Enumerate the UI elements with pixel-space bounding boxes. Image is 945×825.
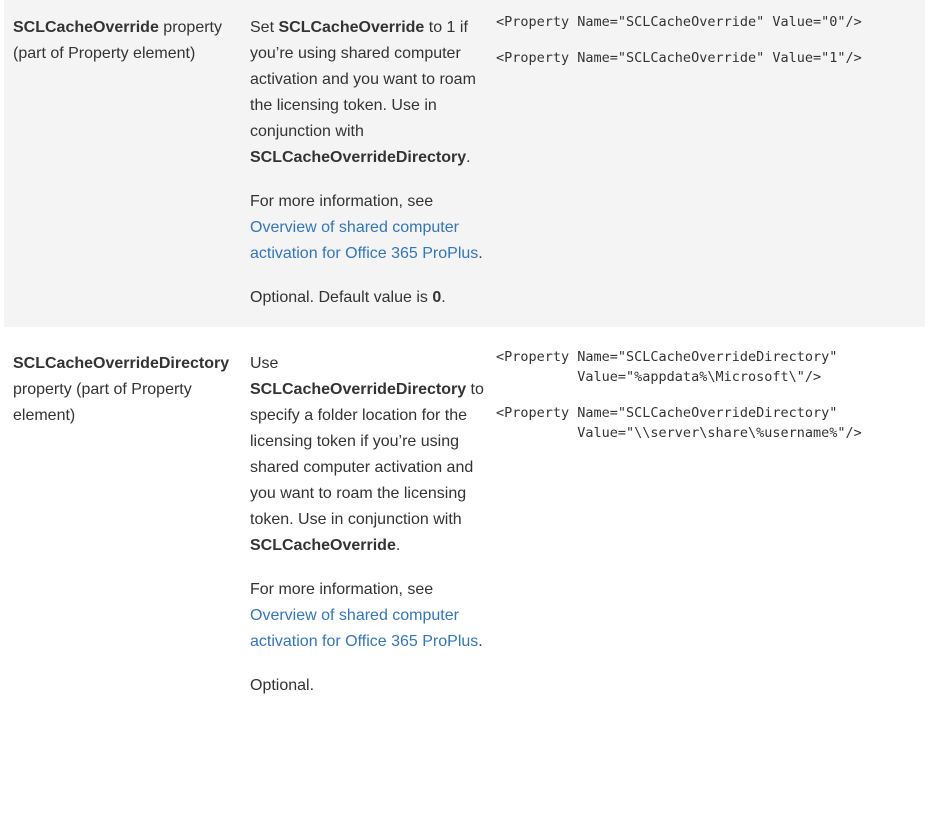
description-paragraph: [250, 189, 490, 267]
xml-code-snippet: <Property Name="SCLCacheOverrideDirectory" Value="%appdata%\Microsoft\"/>: [496, 349, 838, 385]
code-example-cell: [496, 327, 925, 715]
description-paragraph: [250, 15, 490, 171]
bold-term: SCLCacheOverrideDirectory: [250, 149, 467, 166]
text-segment: Optional. Default value is: [250, 289, 433, 306]
xml-code-snippet: <Property Name="SCLCacheOverrideDirectory" Value="\\server\share\%username%"/>: [496, 405, 862, 441]
bold-term: SCLCacheOverrideDirectory: [13, 355, 230, 372]
table-row-sclcacheoverridedirectory: [4, 327, 925, 715]
text-segment: property (part of Property element): [13, 381, 192, 424]
description-paragraph: [250, 285, 490, 311]
property-description-cell: [244, 0, 496, 327]
xml-code-snippet: <Property Name="SCLCacheOverride" Value="1"/>: [496, 50, 862, 66]
text-segment: .: [441, 289, 446, 306]
code-example-cell: [496, 0, 925, 327]
text-segment: Use: [250, 355, 279, 372]
table-row-sclcacheoverride: [4, 0, 925, 327]
property-name-cell: [4, 0, 244, 327]
text-segment: to 1 if you’re using shared computer activation and you want to roam the licensing token. Use in conjunction with: [250, 19, 476, 140]
overview-shared-computer-activation-link[interactable]: Overview of shared computer activation for Office 365 ProPlus: [250, 219, 479, 262]
bold-term: SCLCacheOverride: [278, 19, 425, 36]
property-name-cell: [4, 327, 244, 715]
text-segment: .: [478, 245, 483, 262]
description-paragraph: [250, 673, 490, 699]
description-paragraph: [250, 577, 490, 655]
xml-code-snippet: <Property Name="SCLCacheOverride" Value="0"/>: [496, 14, 862, 30]
bold-term: SCLCacheOverride: [13, 19, 159, 36]
text-segment: property (part of Property element): [13, 19, 222, 62]
text-segment: .: [395, 537, 401, 554]
text-segment: to specify a folder location for the licensing token if you’re using shared computer activation and you want to roam the licensing token. Use in conjunction with: [250, 381, 484, 528]
text-segment: Set: [250, 19, 279, 36]
property-description-cell: [244, 327, 496, 715]
text-segment: For more information, see: [250, 193, 434, 210]
bold-term: SCLCacheOverride: [250, 537, 396, 554]
text-segment: Optional.: [250, 677, 315, 694]
overview-shared-computer-activation-link[interactable]: Overview of shared computer activation for Office 365 ProPlus: [250, 607, 479, 650]
text-segment: For more information, see: [250, 581, 434, 598]
bold-term: 0: [432, 289, 442, 306]
text-segment: .: [466, 149, 471, 166]
description-paragraph: [250, 351, 490, 559]
text-segment: .: [478, 633, 483, 650]
property-reference-table: [4, 0, 925, 715]
bold-term: SCLCacheOverrideDirectory: [250, 381, 467, 398]
